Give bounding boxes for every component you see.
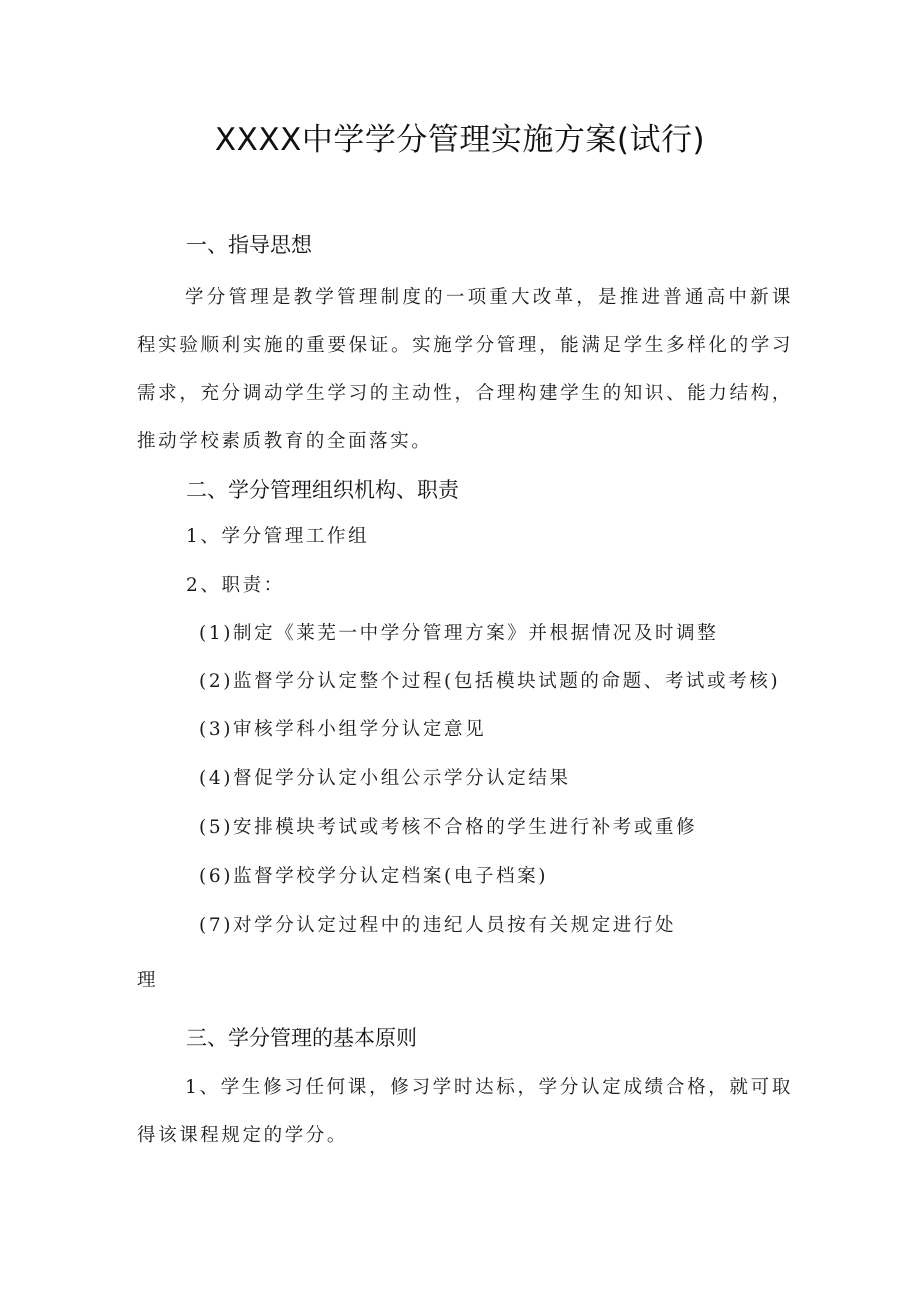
duty-item-7-continuation: 理 xyxy=(137,970,159,991)
duty-item-6: (6)监督学校学分认定档案(电子档案) xyxy=(199,866,549,887)
list-item-duties: 2、职责： xyxy=(186,575,285,596)
list-item-work-group: 1、学分管理工作组 xyxy=(186,526,370,547)
duty-item-5: (5)安排模块考试或考核不合格的学生进行补考或重修 xyxy=(199,817,698,838)
duty-item-4: (4)督促学分认定小组公示学分认定结果 xyxy=(199,768,571,789)
section-heading-basic-principles: 三、学分管理的基本原则 xyxy=(186,1026,417,1050)
duty-item-1: (1)制定《莱芜一中学分管理方案》并根据情况及时调整 xyxy=(199,623,719,644)
section-heading-organization: 二、学分管理组织机构、职责 xyxy=(186,478,459,502)
document-title: XXXX中学学分管理实施方案(试行) xyxy=(214,122,706,158)
section-heading-guiding-ideology: 一、指导思想 xyxy=(186,233,312,257)
guiding-ideology-paragraph: 学分管理是教学管理制度的一项重大改革，是推进普通高中新课程实验顺利实施的重要保证。实施学分管理，能满足学生多样化的学习需求，充分调动学生学习的主动性，合理构建学生的知识、能力结构，推动学校素质教育的全面落实。 xyxy=(137,287,793,452)
duty-item-3: (3)审核学科小组学分认定意见 xyxy=(199,719,487,740)
basic-principles-paragraph: 1、学生修习任何课，修习学时达标，学分认定成绩合格，就可取得该课程规定的学分。 xyxy=(137,1077,793,1146)
duty-item-7: (7)对学分认定过程中的违纪人员按有关规定进行处 xyxy=(199,915,677,936)
duty-item-2: (2)监督学分认定整个过程(包括模块试题的命题、考试或考核) xyxy=(199,671,781,692)
